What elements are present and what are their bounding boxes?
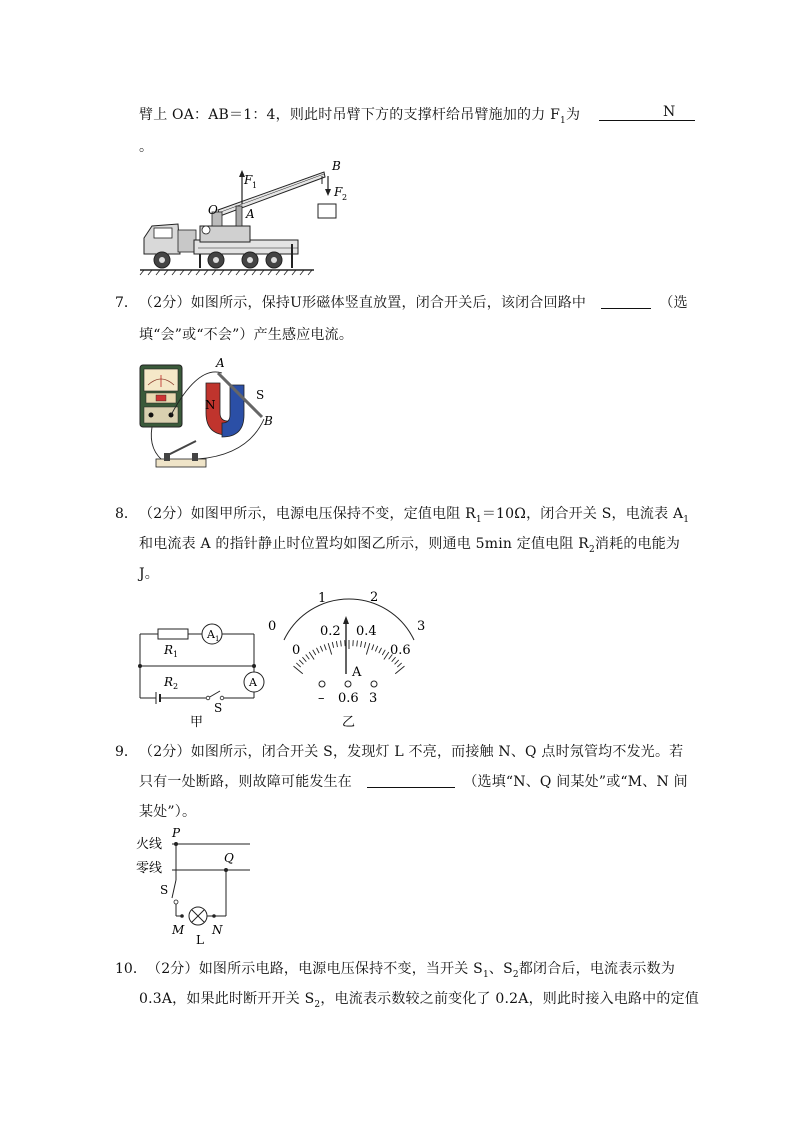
ammeter-yi [264, 584, 434, 730]
label-N: N [212, 923, 223, 937]
label-M: M [172, 923, 185, 937]
q6-line2: 。 [139, 139, 154, 155]
scale-tick [299, 660, 303, 664]
scale-tick [384, 652, 389, 659]
scale-tick [313, 650, 316, 655]
label-F1-sub: 1 [252, 181, 258, 190]
label-F2: F [334, 185, 343, 199]
scale-tick [306, 654, 310, 659]
label-R1: R [164, 643, 174, 657]
q10-line1: （2分）如图所示电路，电源电压保持不变，当开关 $S_1$、$S_2$都闭合后，电流表示数为 [147, 961, 676, 980]
label-S: S [214, 701, 223, 715]
q7-number: 7． [115, 295, 138, 311]
terminal-3: 3 [369, 691, 378, 706]
scale-tick [324, 644, 326, 650]
scale-tick [332, 642, 333, 648]
label-live-wire: 火线 [136, 837, 163, 852]
scale-tick [294, 666, 303, 674]
q8-line3: J。 [139, 566, 160, 582]
q10-line2: 0.3A，如果此时断开开关 $S_2$，电流表示数较之前变化了 0.2A，则此时接入电路中的定值 [139, 991, 699, 1010]
q9-line1: （2分）如图所示，闭合开关 S，发现灯 L 不亮，而接触 N、Q 点时氖管均不发光。若 [139, 744, 684, 760]
inner-06: 0.6 [390, 643, 411, 658]
scale-tick [296, 663, 300, 667]
scale-tick [341, 640, 342, 646]
label-Q: Q [224, 851, 234, 865]
scale-tick [316, 648, 319, 653]
circuit-jia [136, 620, 268, 730]
scale-tick [379, 648, 382, 653]
label-A1-sub: 1 [215, 635, 220, 643]
scale-tick [397, 663, 401, 667]
label-N: N [205, 398, 216, 412]
scale-tick [366, 643, 369, 654]
terminal-minus: – [318, 691, 325, 706]
label-R2-sub: 2 [173, 682, 179, 691]
inner-0: 0 [292, 643, 301, 658]
scale-tick [372, 644, 374, 650]
outer-3: 3 [417, 619, 426, 634]
scale-tick [328, 643, 331, 654]
scale-tick [336, 641, 337, 647]
outer-0: 0 [268, 619, 277, 634]
label-neutral-wire: 零线 [136, 861, 163, 876]
label-A1: A [207, 628, 215, 641]
label-A: A [246, 207, 255, 221]
label-B: B [264, 414, 273, 428]
inner-04: 0.4 [356, 624, 377, 639]
q6-unit: N [663, 104, 676, 120]
label-L: L [196, 933, 204, 947]
label-F1: F [244, 173, 253, 187]
label-O: O [208, 203, 218, 217]
answer-blank[interactable] [599, 106, 695, 121]
q9-line2: 只有一处断路，则故障可能发生在 （选填“N、Q 间某处”或“M、N 间 [139, 774, 688, 790]
q10-number: 10． [115, 961, 147, 977]
caption-yi: 乙 [342, 715, 356, 730]
label-R1-sub: 1 [173, 650, 179, 659]
answer-blank[interactable] [601, 294, 651, 309]
answer-blank[interactable] [367, 773, 455, 788]
scale-tick [395, 660, 399, 664]
caption-jia: 甲 [190, 715, 204, 730]
scale-tick [309, 652, 314, 659]
scale-tick [320, 646, 322, 652]
scale-tick [375, 646, 377, 652]
label-A: A [216, 356, 225, 370]
label-S: S [256, 388, 265, 402]
galvanometer-magnet-figure [138, 355, 278, 481]
q7-line2: 填“会”或“不会”）产生感应电流。 [139, 327, 354, 343]
household-circuit [136, 822, 256, 950]
unit-A: A [352, 665, 362, 680]
scale-tick [302, 657, 306, 662]
inner-02: 0.2 [320, 624, 341, 639]
q8-line2: 和电流表 A 的指针静止时位置均如图乙所示，则通电 5min 定值电阻 $R_2$消耗的电能为 [139, 536, 681, 555]
scale-tick [382, 650, 385, 655]
scale-tick [361, 641, 362, 647]
label-R2: R [164, 675, 174, 689]
label-S: S [160, 883, 169, 897]
label-F2-sub: 2 [342, 193, 348, 202]
outer-2: 2 [370, 590, 379, 605]
q8-number: 8． [115, 506, 138, 522]
outer-1: 1 [318, 591, 327, 606]
scale-tick [395, 666, 404, 674]
q6-line1: 臂上 OA：AB＝1：4，则此时吊臂下方的支撑杆给吊臂施加的力 $F_1$为 [139, 104, 695, 126]
terminal-06: 0.6 [338, 691, 359, 706]
q9-line3: 某处”）。 [139, 804, 197, 820]
q9-number: 9． [115, 744, 138, 760]
label-A: A [249, 676, 257, 689]
crane-figure [138, 158, 348, 276]
scale-tick [364, 642, 365, 648]
q8-line1: （2分）如图甲所示，电源电压保持不变，定值电阻 $R_1=10\Omega$，闭合开关 S，电流表 $A_1$ [139, 506, 690, 525]
label-B: B [332, 159, 341, 173]
q7-line1: （2分）如图所示，保持U形磁体竖直放置，闭合开关后，该闭合回路中 （选 [139, 295, 688, 311]
label-P: P [172, 826, 181, 840]
scale-tick [357, 640, 358, 646]
